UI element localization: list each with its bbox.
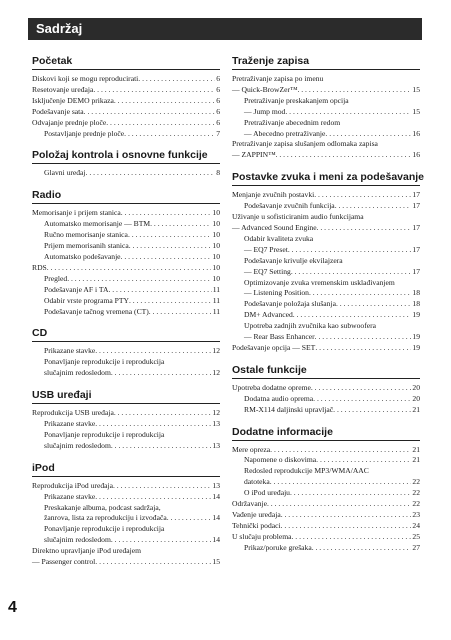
- toc-section: [32, 462, 220, 568]
- dot-leader: [315, 332, 412, 343]
- toc-page-number: 18: [412, 288, 420, 298]
- toc-entry: [232, 85, 420, 96]
- toc-entry: [32, 252, 220, 263]
- toc-page-number: 12: [212, 408, 220, 418]
- toc-section: [32, 55, 220, 139]
- dot-leader: [316, 455, 411, 466]
- toc-page-number: 12: [212, 346, 220, 356]
- toc-entry-text: Preskakanje albuma, podcast sadržaja,: [44, 502, 161, 512]
- section-title: Dodatne informacije: [232, 426, 420, 441]
- toc-entry: [32, 274, 220, 285]
- toc-entry-text: Napomene o diskovima: [244, 455, 317, 465]
- toc-entry: [232, 405, 420, 416]
- toc-page-number: 15: [412, 106, 420, 116]
- dot-leader: [290, 488, 411, 499]
- toc-page-number: 10: [212, 241, 220, 251]
- toc-page-number: 10: [212, 273, 220, 283]
- toc-entry-text: — Rear Bass Enhancer: [244, 332, 315, 342]
- toc-page-number: 17: [412, 222, 420, 232]
- toc-page-number: 15: [212, 557, 220, 567]
- toc-entry: [32, 492, 220, 503]
- toc-entry: [32, 285, 220, 296]
- dot-leader: [336, 299, 411, 310]
- toc-entry: [232, 201, 420, 212]
- toc-entry: [232, 445, 420, 456]
- dot-leader: [47, 263, 212, 274]
- toc-entry-text: U slučaju problema: [232, 531, 292, 541]
- toc-entry-text: Ručno memorisanje stanica: [44, 230, 128, 240]
- toc-entry-text: Direktno upravljanje iPod uređajem: [32, 546, 142, 556]
- dot-leader: [129, 241, 212, 252]
- toc-entry: [32, 368, 220, 379]
- toc-page-number: 13: [212, 480, 220, 490]
- toc-left-column: [32, 55, 220, 578]
- toc-entry: [232, 532, 420, 543]
- dot-leader: [333, 405, 411, 416]
- toc-entry: [232, 332, 420, 343]
- toc-entry: [232, 343, 420, 354]
- toc-page-number: 7: [216, 128, 220, 138]
- toc-entry-text: O iPod uređaju: [244, 488, 290, 498]
- toc-page-number: 19: [412, 342, 420, 352]
- dot-leader: [86, 168, 216, 179]
- toc-entry-text: slučajnim redosledom: [44, 440, 111, 450]
- toc-entry: [232, 223, 420, 234]
- toc-entry: [232, 394, 420, 405]
- toc-page-number: 23: [412, 510, 420, 519]
- toc-entry-text: datoteka: [244, 477, 270, 487]
- toc-entry: [232, 455, 420, 466]
- dot-leader: [291, 267, 412, 278]
- toc-entry: [232, 543, 420, 554]
- toc-entry-text: Prikazane stavke: [44, 419, 96, 429]
- toc-entry: [232, 510, 420, 521]
- toc-entry: [232, 310, 420, 321]
- dot-leader: [129, 296, 212, 307]
- toc-page-number: 13: [212, 419, 220, 429]
- toc-entry: [32, 85, 220, 96]
- dot-leader: [281, 510, 412, 521]
- dot-leader: [149, 307, 212, 318]
- section-title: iPod: [32, 462, 220, 477]
- toc-entry-text: Vađenje uređaja: [232, 510, 281, 519]
- toc-entry: [32, 168, 220, 179]
- toc-entry-text: Glavni uređaj: [44, 168, 86, 178]
- dot-leader: [111, 368, 212, 379]
- toc-section: [32, 327, 220, 379]
- toc-page-number: 25: [412, 531, 420, 541]
- toc-page-number: 19: [412, 332, 420, 342]
- toc-entry: [32, 419, 220, 430]
- dot-leader: [113, 481, 211, 492]
- toc-entry: [232, 299, 420, 310]
- toc-page-number: 18: [412, 299, 420, 309]
- dot-leader: [108, 285, 211, 296]
- dot-leader: [114, 408, 212, 419]
- toc-entry-text: Podešavanje tačnog vremena (CT): [44, 306, 149, 316]
- toc-entry-text: Menjanje zvučnih postavki: [232, 190, 315, 200]
- toc-entry: [32, 230, 220, 241]
- toc-page-number: 14: [212, 491, 220, 501]
- dot-leader: [270, 477, 412, 488]
- toc-page-number: 8: [216, 168, 220, 178]
- toc-page-number: 24: [412, 520, 420, 530]
- toc-entry-text: Automatsko memorisanje — BTM: [44, 219, 151, 229]
- toc-entry-text: slučajnim redosledom: [44, 535, 111, 545]
- toc-page-number: 16: [412, 128, 420, 138]
- toc-entry-text: Podešavanje položaja slušanja: [244, 299, 336, 309]
- toc-entry-text: Resetovanje uređaja: [32, 84, 94, 94]
- dot-leader: [315, 343, 411, 354]
- dot-leader: [95, 419, 211, 430]
- toc-page-number: 11: [212, 295, 220, 305]
- toc-entry-text: Prikazane stavke: [44, 491, 96, 501]
- toc-entry: [32, 219, 220, 230]
- toc-entry-text: — Advanced Sound Engine: [232, 222, 317, 232]
- dot-leader: [335, 201, 412, 212]
- toc-entry-text: Pretraživanje zapisa po imenu: [232, 74, 324, 83]
- toc-entry-text: slučajnim redosledom: [44, 368, 111, 378]
- toc-entry-text: Pretraživanje zapisa slušanjem odlomaka zapisa: [232, 139, 378, 149]
- dot-leader: [317, 223, 412, 234]
- toc-entry: [32, 481, 220, 492]
- toc-page-number: 12: [212, 368, 220, 378]
- toc-entry-text: Ponavljanje reprodukcije i reprodukcija: [44, 429, 165, 439]
- toc-entry-text: Automatsko podešavanje: [44, 251, 121, 261]
- dot-leader: [121, 252, 212, 263]
- toc-entry-text: Tehnički podaci: [232, 520, 281, 530]
- toc-page-number: 27: [412, 542, 420, 552]
- toc-entry-text: — Listening Position: [244, 288, 309, 298]
- dot-leader: [276, 150, 412, 161]
- toc-page-number: 10: [212, 208, 220, 218]
- toc-entry: [32, 263, 220, 274]
- toc-entry: [232, 267, 420, 278]
- toc-page-number: 6: [216, 117, 220, 127]
- toc-page-number: 16: [412, 150, 420, 160]
- toc-section: [32, 189, 220, 317]
- toc-page-number: 6: [216, 74, 220, 83]
- toc-entry: [32, 557, 220, 568]
- toc-entry-text: Diskovi koji se mogu reproducirati: [32, 74, 139, 83]
- dot-leader: [313, 394, 411, 405]
- dot-leader: [314, 190, 411, 201]
- toc-entry: [232, 499, 420, 510]
- dot-leader: [285, 107, 411, 118]
- toc-page-number: 21: [412, 455, 420, 465]
- toc-page-number: 22: [412, 477, 420, 487]
- toc-entry: [232, 477, 420, 488]
- toc-section: [232, 171, 425, 354]
- toc-entry-text: Prikaz/poruke grešaka: [244, 542, 312, 552]
- dot-leader: [106, 118, 215, 129]
- toc-entry-text: Pregled: [44, 273, 68, 283]
- section-title: Početak: [32, 55, 220, 70]
- toc-page-number: 19: [412, 310, 420, 320]
- toc-page-number: 11: [212, 306, 220, 316]
- toc-entry-text: Upotreba dodatne opreme: [232, 382, 311, 392]
- dot-leader: [67, 274, 211, 285]
- dot-leader: [95, 557, 211, 568]
- toc-entry-text: — Quick-BrowZer™: [232, 84, 298, 94]
- contents-header-bar: [28, 18, 422, 40]
- toc-entry-text: Isključenje DEMO prikaza: [32, 95, 114, 105]
- section-title: Postavke zvuka i meni za podešavanje: [232, 171, 420, 186]
- dot-leader: [84, 107, 216, 118]
- toc-page-number: 20: [412, 382, 420, 392]
- toc-entry: [32, 208, 220, 219]
- toc-entry: [32, 296, 220, 307]
- toc-entry: [32, 513, 220, 524]
- dot-leader: [121, 208, 212, 219]
- toc-entry-text: — ZAPPIN™: [232, 150, 276, 160]
- dot-leader: [167, 513, 212, 524]
- toc-page-number: 17: [412, 266, 420, 276]
- toc-page-number: 17: [412, 190, 420, 200]
- toc-entry: [232, 245, 420, 256]
- toc-entry: [32, 129, 220, 140]
- toc-entry-text: — EQ7 Preset: [244, 244, 288, 254]
- dot-leader: [293, 310, 412, 321]
- toc-entry: [32, 535, 220, 546]
- toc-page-number: 20: [412, 393, 420, 403]
- toc-entry-text: Prikazane stavke: [44, 346, 96, 356]
- toc-page-number: 15: [412, 84, 420, 94]
- toc-entry: [232, 129, 420, 140]
- toc-entry: [232, 190, 420, 201]
- toc-entry: [232, 107, 420, 118]
- dot-leader: [111, 535, 212, 546]
- page-title: Sadržaj: [36, 21, 83, 36]
- toc-entry: [32, 307, 220, 318]
- toc-entry-text: Podešavanje sata: [32, 106, 84, 116]
- toc-entry-text: Podešavanje AF i TA: [44, 284, 109, 294]
- toc-entry-text: Podešavanje krivulje ekvilajzera: [244, 255, 343, 265]
- toc-page-number: 10: [212, 251, 220, 261]
- toc-page-number: 22: [412, 499, 420, 509]
- toc-entry: [232, 521, 420, 532]
- toc-entry-text: Pretraživanje abecednim redom: [244, 117, 341, 127]
- toc-entry-text: Prijem memorisanih stanica: [44, 241, 129, 251]
- dot-leader: [297, 85, 411, 96]
- toc-entry-text: Pretraživanje preskakanjem opcija: [244, 95, 349, 105]
- toc-entry-text: Postavljanje prednje ploče: [44, 128, 125, 138]
- toc-entry: [232, 383, 420, 394]
- toc-entry-text: — Abecedno pretraživanje: [244, 128, 326, 138]
- toc-page-number: 10: [212, 219, 220, 229]
- toc-section: [232, 55, 420, 161]
- toc-entry: [32, 408, 220, 419]
- toc-page-number: 17: [412, 201, 420, 211]
- toc-entry-text: — Jump mod: [244, 106, 286, 116]
- toc-page-number: 21: [412, 444, 420, 454]
- toc-section: [32, 389, 220, 452]
- toc-page-number: 13: [212, 440, 220, 450]
- dot-leader: [95, 346, 211, 357]
- section-title: Ostale funkcije: [232, 364, 420, 379]
- toc-entry: [32, 346, 220, 357]
- toc-page-number: 11: [212, 284, 220, 294]
- dot-leader: [111, 441, 212, 452]
- toc-entry: [32, 441, 220, 452]
- toc-entry: [32, 74, 220, 85]
- toc-entry-text: Odabir kvaliteta zvuka: [244, 233, 314, 243]
- toc-entry-text: Mere opreza: [232, 444, 271, 454]
- toc-entry-text: Održavanje: [232, 499, 267, 509]
- dot-leader: [93, 85, 215, 96]
- toc-entry-text: Podešavanje zvučnih funkcija: [244, 201, 335, 211]
- dot-leader: [309, 288, 411, 299]
- dot-leader: [325, 129, 411, 140]
- dot-leader: [128, 230, 211, 241]
- toc-entry-text: Ponavljanje reprodukcije i reprodukcija: [44, 357, 165, 367]
- section-title: Traženje zapisa: [232, 55, 420, 70]
- toc-entry-text: Ponavljanje reprodukcije i reprodukcija: [44, 524, 165, 534]
- dot-leader: [114, 96, 215, 107]
- dot-leader: [270, 445, 411, 456]
- toc-entry-text: Podešavanje opcija — SET: [232, 342, 316, 352]
- toc-page-number: 6: [216, 84, 220, 94]
- toc-entry: [32, 241, 220, 252]
- toc-entry-text: Reprodukcija iPod uređaja: [32, 480, 113, 490]
- toc-entry-text: — EQ7 Setting: [244, 266, 291, 276]
- toc-page-number: 10: [212, 262, 220, 272]
- toc-page-number: 17: [412, 244, 420, 254]
- section-title: Položaj kontrola i osnovne funkcije: [32, 149, 220, 164]
- section-title: CD: [32, 327, 220, 342]
- toc-entry-text: Upotreba zadnjih zvučnika kao subwoofera: [244, 321, 376, 331]
- dot-leader: [124, 129, 215, 140]
- section-title: USB uređaji: [32, 389, 220, 404]
- toc-entry: [232, 150, 420, 161]
- toc-right-column: [232, 55, 425, 564]
- dot-leader: [150, 219, 211, 230]
- toc-entry: [232, 488, 420, 499]
- toc-entry-text: Redosled reprodukcije MP3/WMA/AAC: [244, 466, 369, 476]
- dot-leader: [311, 383, 412, 394]
- toc-section: [232, 364, 420, 416]
- dot-leader: [288, 245, 412, 256]
- toc-page-number: 22: [412, 488, 420, 498]
- toc-entry: [232, 288, 420, 299]
- toc-page-number: 10: [212, 230, 220, 240]
- dot-leader: [291, 532, 411, 543]
- toc-entry-text: Reprodukcija USB uređaja: [32, 408, 114, 418]
- toc-page-number: 14: [212, 513, 220, 523]
- toc-page-number: 6: [216, 106, 220, 116]
- dot-leader: [267, 499, 411, 510]
- toc-entry: [32, 96, 220, 107]
- toc-entry-text: Uživanje u sofisticiranim audio funkcijama: [232, 212, 364, 222]
- dot-leader: [281, 521, 412, 532]
- toc-section: [32, 149, 220, 179]
- toc-entry-text: Dodatna audio oprema: [244, 393, 314, 403]
- dot-leader: [312, 543, 412, 554]
- toc-entry-text: Optimizovanje zvuka vremenskim usklađivanjem: [244, 277, 395, 287]
- toc-page-number: 21: [412, 404, 420, 414]
- section-title: Radio: [32, 189, 220, 204]
- toc-entry-text: RM-X114 daljinski upravljač: [244, 404, 334, 414]
- toc-entry-text: Odabir vrste programa PTY: [44, 295, 129, 305]
- toc-page-number: 14: [212, 535, 220, 545]
- toc-entry: [32, 107, 220, 118]
- toc-entry-text: — Passenger control: [32, 557, 96, 567]
- page-number: 4: [8, 599, 17, 616]
- toc-section: [232, 426, 420, 554]
- toc-entry-text: DM+ Advanced: [244, 310, 293, 320]
- toc-entry-text: žanrova, lista za reprodukciju i izvođača: [44, 513, 167, 523]
- dot-leader: [138, 74, 215, 85]
- toc-entry: [32, 118, 220, 129]
- dot-leader: [95, 492, 211, 503]
- toc-entry-text: Memorisanje i prijem stanica: [32, 208, 121, 218]
- toc-entry-text: Odvajanje prednje ploče: [32, 117, 107, 127]
- toc-page-number: 6: [216, 95, 220, 105]
- toc-entry-text: RDS: [32, 262, 47, 272]
